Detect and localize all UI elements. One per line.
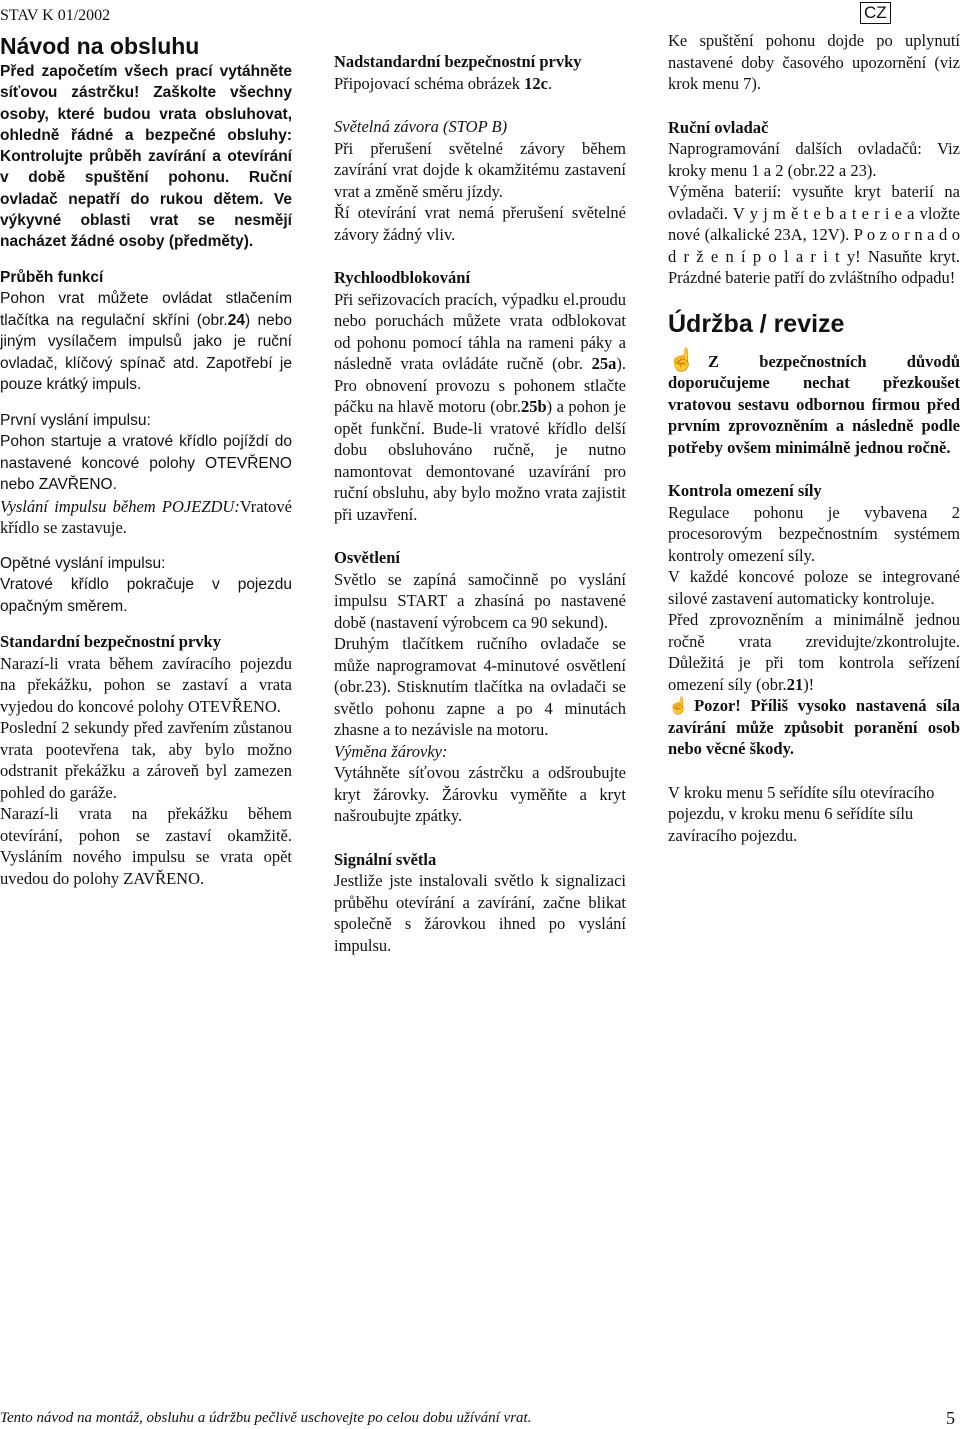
standard-safety-text-3: Narazí-li vrata na překážku během otevírání, pohon se zastaví okamžitě. Vysláním nového impulsu se vrata opět uvedou do polohy ZAVŘENO. [0, 804, 292, 888]
force-limit-figure-ref: 21 [786, 674, 804, 694]
column-2 [334, 51, 626, 956]
lighting-text-2: Druhým tlačítkem ručního ovladače se může naprogramovat 4-minutové osvětlení (obr.23). Stisknutím tlačítka na ovladači se světlo pohonu zapne a po 4 minutách zhasne a to nezávisle na motoru. [334, 634, 626, 739]
pointing-hand-icon: ☝ [668, 346, 696, 372]
quick-release-text-b: ). Pro obnovení provozu s pohonem stlačte páčku na hlavě motoru (obr. [334, 354, 626, 416]
maintenance-heading: Údržba / revize [668, 309, 845, 338]
first-impulse-text: Pohon startuje a vratové křídlo pojíždí do nastavené koncové polohy OTEVŘENO nebo ZAVŘENO. [0, 433, 292, 494]
force-limit-text-1: Regulace pohonu je vybavena 2 procesorovým bezpečnostním systémem kontroly omezení síly. [668, 502, 960, 565]
force-limit-text-3a: Před zprovozněním a minimálně jednou ročně vrata zrevidujte/zkontrolujte. Důležitá je při tom kontrola seřízení omezení síly (obr. [668, 610, 960, 694]
signal-lights-heading: Signální světla [334, 849, 437, 869]
remote-text-1: Naprogramování dalších ovladačů: Viz kroky menu 1 a 2 (obr.22 a 23). [668, 139, 960, 180]
force-limit-text-3b: )! [803, 674, 815, 694]
quick-release-heading: Rychloodblokování [334, 268, 471, 287]
prubeh-figure-ref: 24 [227, 311, 245, 329]
signal-lights-text: Jestliže jste instalovali světlo k signalizaci průběhu otevírání a zavírání, začne blikat společně s žárovkou ihned po vyslání impulsu. [334, 871, 626, 955]
safety-intro: Před započetím všech prací vytáhněte síťovou zástrčku! Zaškolte všechny osoby, které budou vrata obsluhovat, ohledně řádné a bezpečné obsluhy: Kontrolujte průběh zavírání a otevírání v době spuštění pohonu. Ruční ovladač nepatří do rukou dětem. Ve výkyvné oblasti vrat se nesmějí nacházet žádné osoby (předměty). [0, 63, 292, 251]
page-header: STAV K 01/2002 [0, 7, 111, 24]
page-title: Návod na obsluhu [0, 33, 200, 59]
nadstandard-text-b: . [547, 73, 553, 93]
start-delay-text: Ke spuštění pohonu dojde po uplynutí nastavené doby časového upozornění (viz krok menu 7). [668, 31, 960, 93]
bulb-replacement-heading: Výměna žárovky: [334, 741, 448, 761]
prubeh-heading: Průběh funkcí [0, 268, 104, 286]
warning-hand-icon: ☝ [668, 696, 695, 715]
warning-message: Pozor! Příliš vysoko nastavená síla zavírání může způsobit poranění osob nebo věcné škody. [668, 696, 960, 758]
force-limit-text-2: V každé koncové poloze se integrované silové zastavení automaticky kontroluje. [668, 567, 960, 608]
lighting-text-1: Světlo se zapíná samočinně po vyslání impulsu START a zhasíná po nastavené době (nastavení výrobcem ca 90 sekund). [334, 569, 626, 632]
again-impulse-text: Vratové křídlo pokračuje v pojezdu opačným směrem. [0, 576, 292, 615]
bulb-replacement-text: Vytáhněte síťovou zástrčku a odšroubujte kryt žárovky. Žárovku vyměňte a kryt našroubujte zpátky. [334, 763, 626, 825]
maintenance-text [668, 346, 960, 459]
first-impulse-heading: První vyslání impulsu: [0, 411, 151, 429]
standard-safety-heading: Standardní bezpečnostní prvky [0, 632, 221, 652]
nadstandard-figure-ref: 12c [524, 73, 548, 93]
remote-text-2: Výměna baterií: vysuňte kryt baterií na ovladači. V y j m ě t e b a t e r i e a vložte nové (alkalické 23A, 12V). P o z o r n a d o d r ž e n í p o l a r i t y! Nasuňte kryt. Prázdné baterie patří do zvláštního odpadu! [668, 182, 960, 287]
again-impulse-heading: Opětné vyslání impulsu: [0, 554, 166, 572]
language-badge: CZ [860, 2, 891, 24]
footer-note: Tento návod na montáž, obsluhu a údržbu pečlivě uschovejte po celou dobu užívání vrat. [0, 1410, 532, 1426]
prubeh-text-a: Pohon vrat můžete ovládat stlačením tlačítka na regulační skříni (obr. [0, 290, 292, 329]
quick-release-text [334, 289, 626, 526]
prubeh-text-b: ) nebo jiným vysílačem impulsů jako je ruční ovladač, klíčový spínač atd. Zapotřebí je pouze krátký impuls. [0, 311, 292, 394]
maintenance-recommendation: Z bezpečnostních důvodů doporučujeme nechat přezkoušet vratovou sestavu odbornou firmou před prvním zprovozněním a následně podle potřeby ovšem minimálně jednou ročně. [668, 351, 960, 457]
remote-heading: Ruční ovladač [668, 117, 769, 137]
column-3 [668, 30, 960, 846]
warning-text [668, 695, 960, 760]
light-barrier-text-1: Při přerušení světelné závory během zavírání vrat dojde k okamžitému zastavení vrat a změně směru jízdy. [334, 138, 626, 201]
quick-release-text-a: Při seřizovacích pracích, výpadku el.proudu nebo poruchách můžete vrata odblokovat od pohonu pomocí táhla na rameni páky a následně vrata ovládáte ručně (obr. [334, 289, 626, 373]
prubeh-text [0, 288, 292, 396]
standard-safety-text-1: Narazí-li vrata během zavíracího pojezdu na překážku, pohon se zastaví a vrata vyjedou do koncové polohy OTEVŘENO. [0, 653, 292, 716]
force-limit-heading: Kontrola omezení síly [668, 481, 822, 500]
page-number: 5 [946, 1408, 955, 1428]
quick-release-figure-1: 25a [591, 354, 617, 373]
quick-release-text-c: ) a pohon je opět funkční. Bude-li vratové křídlo delší dobu obsluhováno ručně, je nutno namontovat demontované uzavírání pro ruční obsluhu, aby bylo možno vrata zajistit při uzavření. [334, 397, 626, 524]
force-limit-text-3 [668, 609, 960, 695]
nadstandard-text-a: Připojovací schéma obrázek [334, 73, 525, 93]
during-impulse-label: Vyslání impulsu během POJEZDU: [0, 496, 240, 516]
quick-release-figure-2: 25b [520, 397, 547, 416]
during-impulse-result: Vratové křídlo se zastavuje. [0, 496, 292, 538]
column-1 [0, 61, 292, 889]
lighting-heading: Osvětlení [334, 548, 400, 567]
light-barrier-text-2: Ří otevírání vrat nemá přerušení světelné závory žádný vliv. [334, 203, 626, 244]
nadstandard-text [334, 73, 626, 95]
standard-safety-text-2: Poslední 2 sekundy před zavřením zůstanou vrata pootevřena tak, aby bylo možno odstranit překážku a zároveň byl zamezen pohled do garáže. [0, 718, 292, 802]
light-barrier-heading: Světelná závora (STOP B) [334, 117, 508, 136]
menu-force-text: V kroku menu 5 seřídíte sílu otevíracího pojezdu, v kroku menu 6 seřídíte sílu zavíracího pojezdu. [668, 782, 935, 845]
during-impulse-text [0, 496, 292, 539]
nadstandard-heading: Nadstandardní bezpečnostní prvky [334, 52, 582, 71]
